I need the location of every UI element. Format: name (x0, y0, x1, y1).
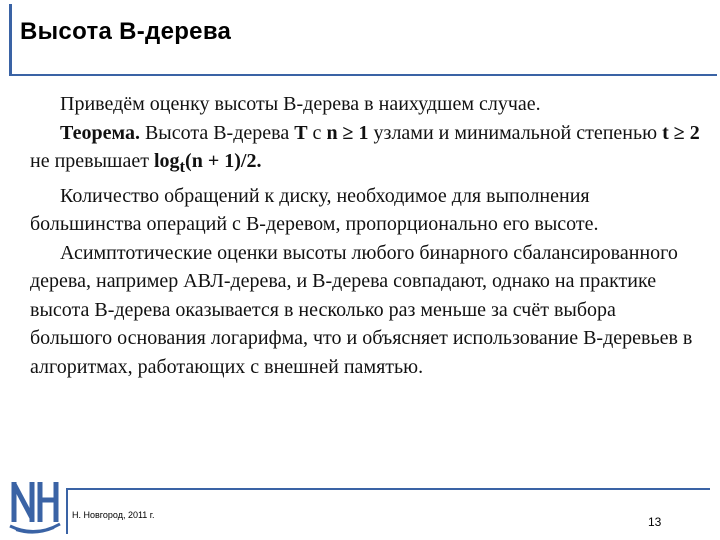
university-logo-icon (6, 470, 64, 536)
paragraph-theorem (30, 119, 702, 182)
paragraph-asymptotic: Асимптотические оценки высоты любого бинарного сбалансированного дерева, например АВЛ-дерева, и B-дерева совпадают, однако на практике высота B-дерева оказывается в несколько раз меньше за счёт выбора большого основания логарифма, что и объясняет использование B-деревьев в алгоритмах, работающих с внешней памятью. (30, 241, 693, 378)
theorem-height-symbol: T (294, 121, 308, 144)
theorem-label: Теорема. (60, 121, 140, 144)
log-argument: (n + 1)/2. (185, 150, 262, 172)
page-number: 13 (648, 515, 662, 529)
theorem-text-4: не превышает (30, 150, 154, 172)
paragraph-intro: Приведём оценку высоты B-дерева в наихудшем случае. (60, 93, 541, 115)
footer-divider (66, 488, 710, 490)
log-symbol: log (153, 150, 180, 172)
slide-title: Высота B-дерева (20, 18, 232, 45)
log-base: t (179, 157, 186, 176)
paragraph-disk-access: Количество обращений к диску, необходимое для выполнения большинства операций с B-деревом, пропорционально его высоте. (30, 184, 599, 235)
theorem-text-2: с (307, 121, 327, 144)
footer-location: Н. Новгород, 2011 г. (72, 510, 155, 520)
theorem-log-expression (153, 150, 262, 176)
theorem-text-3: узлами и минимальной степенью (368, 121, 663, 144)
footer-divider-vertical (66, 488, 68, 534)
slide-body (30, 90, 702, 381)
theorem-text-1: Высота B-дерева (139, 121, 295, 144)
theorem-t-condition: t ≥ 2 (662, 121, 700, 144)
theorem-n-condition: n ≥ 1 (326, 121, 369, 144)
